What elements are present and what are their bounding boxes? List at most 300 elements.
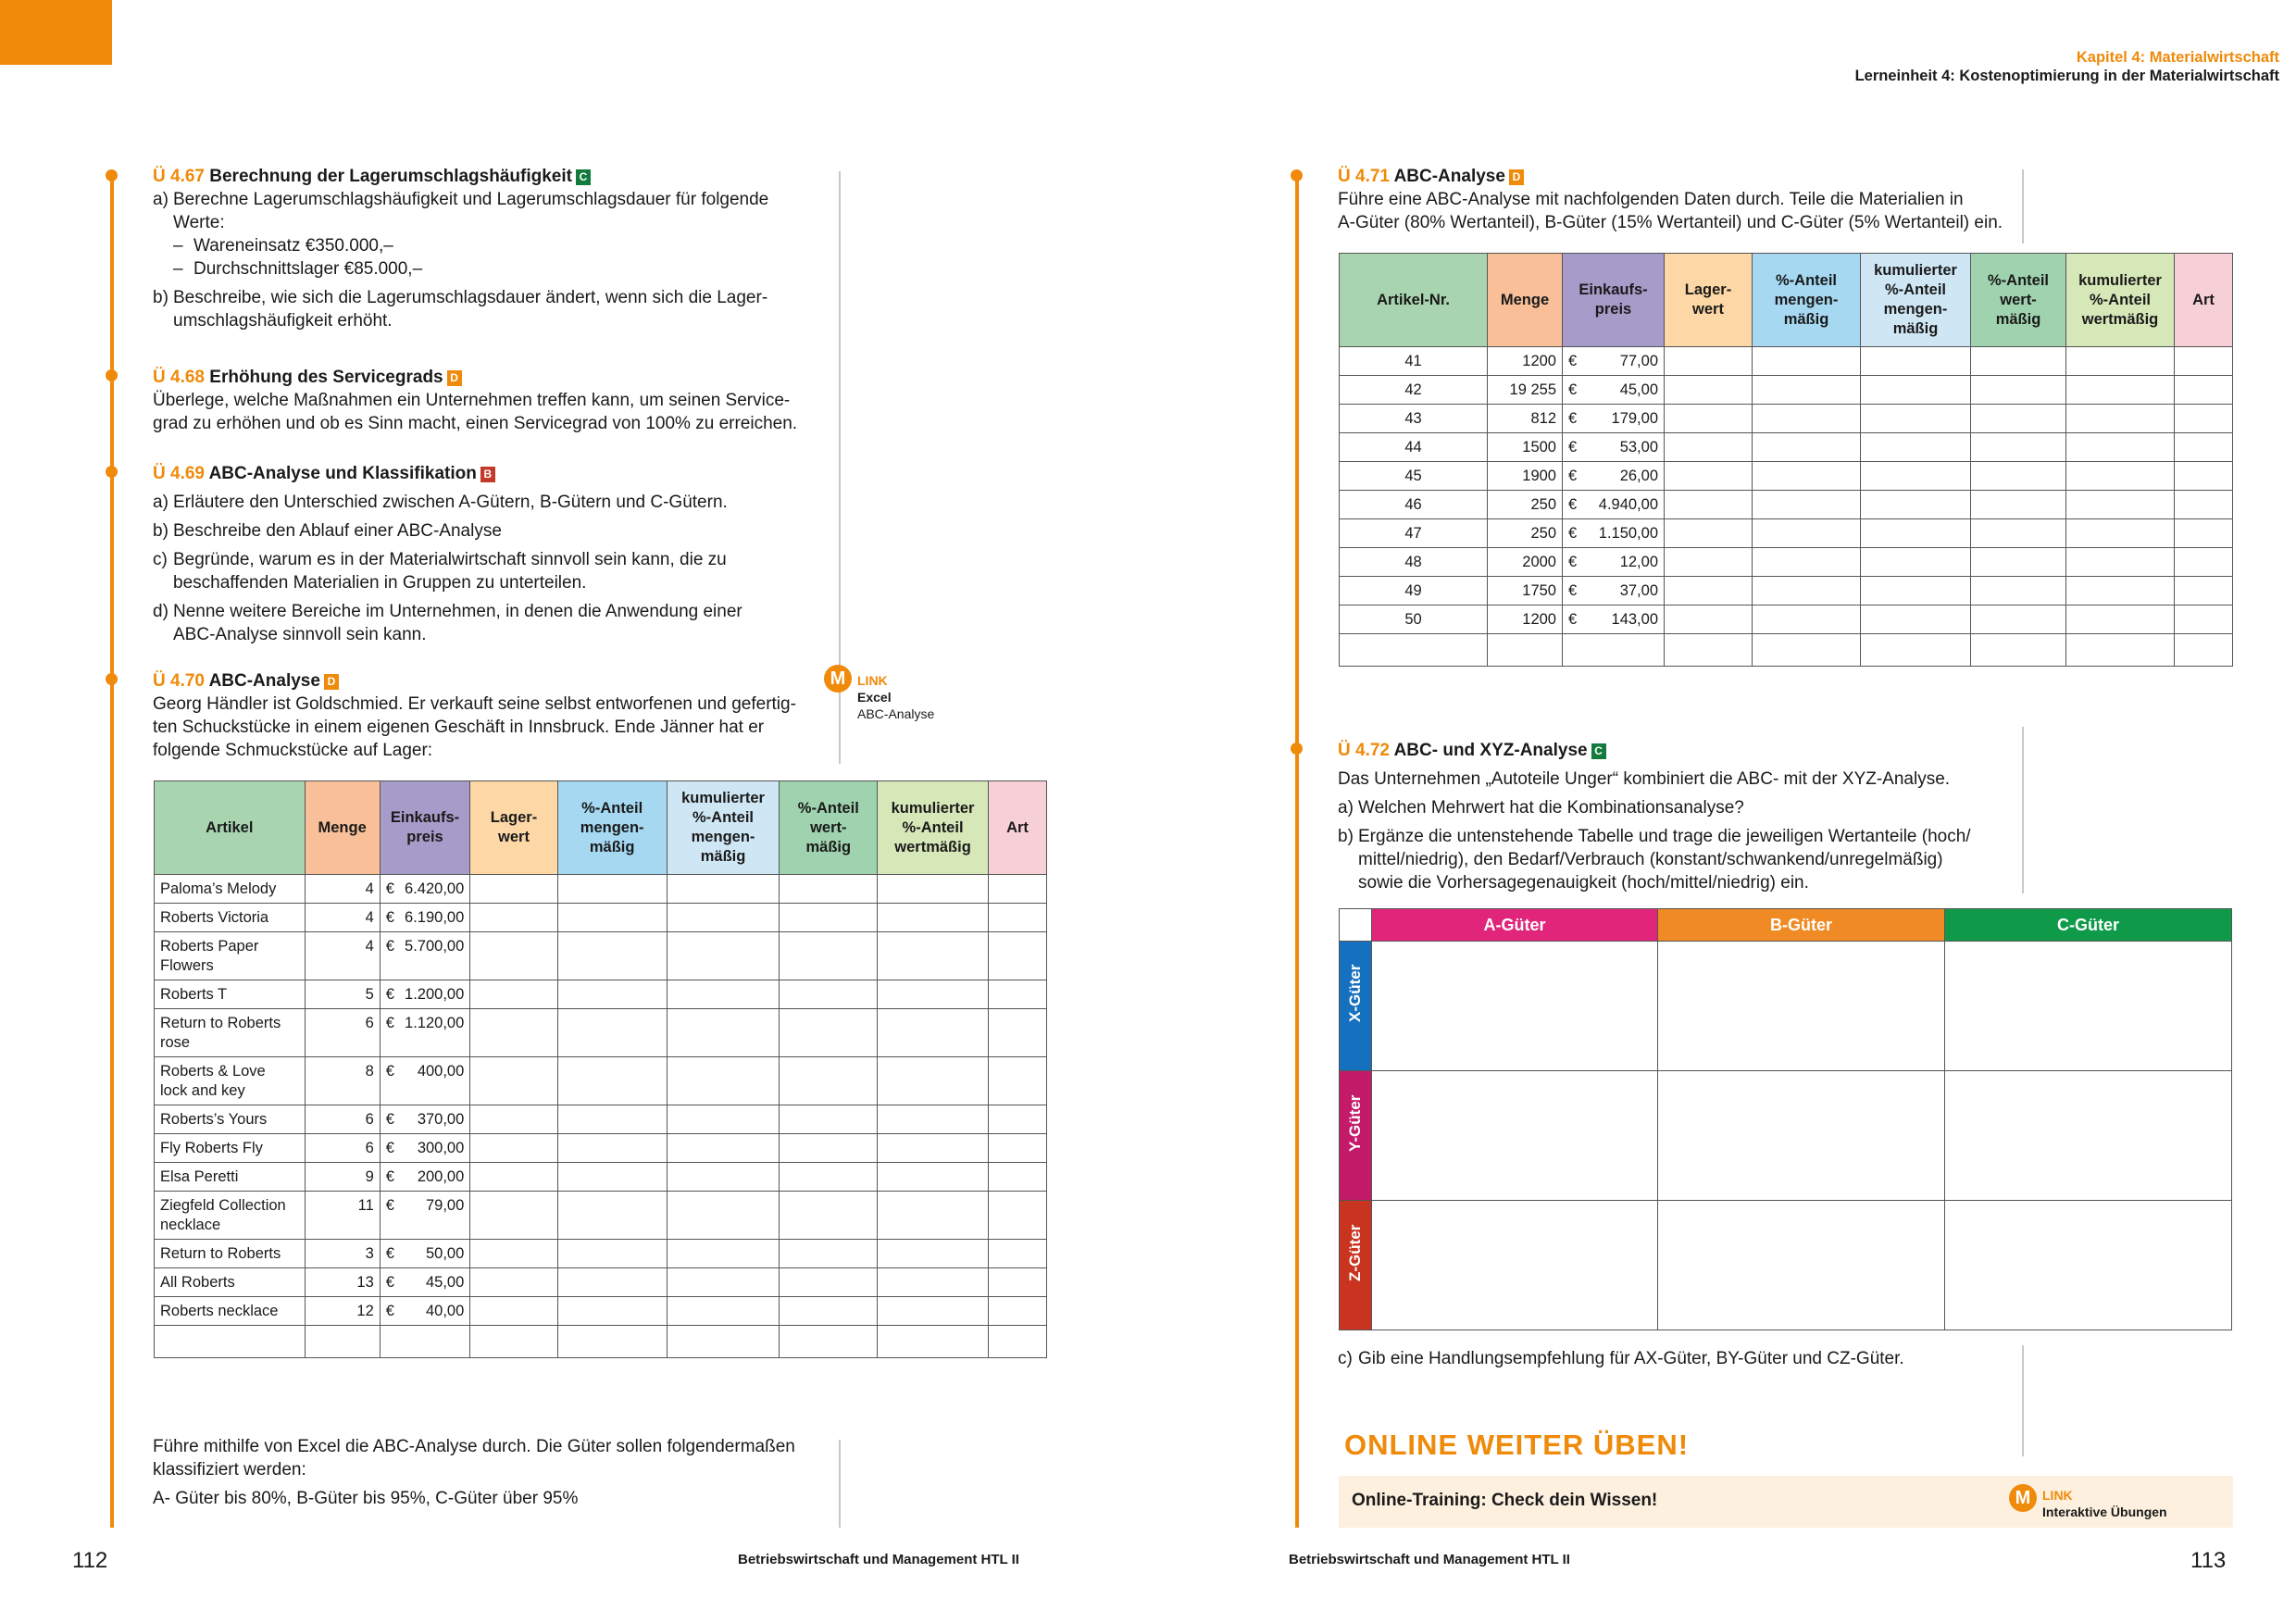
table-row — [1340, 519, 2233, 548]
empty-cell[interactable] — [557, 1105, 667, 1134]
empty-cell[interactable] — [988, 932, 1046, 980]
quantity: 11 — [305, 1192, 380, 1240]
empty-cell[interactable] — [470, 932, 557, 980]
empty-cell[interactable] — [667, 1192, 780, 1240]
empty-cell[interactable] — [470, 1009, 557, 1057]
empty-cell[interactable] — [1753, 376, 1861, 405]
online-title: ONLINE WEITER ÜBEN! — [1344, 1429, 1690, 1461]
empty-cell[interactable] — [988, 1105, 1046, 1134]
exercise-4-71: Ü 4.71 ABC-Analyse D Führe eine ABC-Analyse mit nachfolgenden Daten durch. Teile die Materialien in A-Güter (80% Wertanteil), B-Güter (15% Wertanteil) und C-Güter (5% Wertanteil) ein. — [1338, 167, 2003, 232]
empty-cell[interactable] — [1753, 462, 1861, 491]
table-row — [155, 980, 1047, 1009]
empty-cell[interactable] — [878, 1297, 989, 1326]
empty-cell[interactable] — [470, 1326, 557, 1358]
empty-cell[interactable] — [667, 1163, 780, 1192]
column-header: kumulierter %-Anteil mengen- mäßig — [1861, 254, 1971, 347]
empty-cell[interactable] — [1861, 634, 1971, 667]
column-header: Einkaufs- preis — [380, 781, 470, 875]
article-name: Return to Roberts rose — [155, 1009, 306, 1057]
empty-cell[interactable] — [667, 1326, 780, 1358]
empty-cell[interactable] — [2175, 462, 2233, 491]
currency: € — [1568, 468, 1578, 484]
table-row — [1340, 347, 2233, 376]
matrix-cell-az[interactable] — [1372, 1201, 1658, 1330]
empty-cell[interactable] — [470, 1297, 557, 1326]
empty-cell[interactable] — [557, 1192, 667, 1240]
empty-cell[interactable] — [780, 875, 878, 904]
currency: € — [1568, 611, 1578, 628]
empty-cell[interactable] — [988, 980, 1046, 1009]
article-name: Ziegfeld Collection necklace — [155, 1192, 306, 1240]
price: 53,00 — [1619, 439, 1658, 456]
price-cell — [1563, 405, 1665, 433]
empty-cell[interactable] — [667, 932, 780, 980]
exercise-4-68: Ü 4.68 Erhöhung des Servicegrads D Überlege, welche Maßnahmen ein Unternehmen treffen kann, um seinen Service- grad zu erhöhen und ob es Sinn macht, einen Servicegrad von 100% zu erreichen. — [153, 368, 798, 433]
empty-cell[interactable] — [1753, 519, 1861, 548]
empty-cell[interactable] — [1665, 634, 1753, 667]
price-cell — [1563, 577, 1665, 606]
article-number: 48 — [1340, 548, 1488, 577]
empty-cell[interactable] — [878, 1240, 989, 1268]
exercise-title: Erhöhung des Servicegrads — [209, 368, 443, 387]
margin-rule — [839, 1440, 841, 1528]
table-header-row — [155, 781, 1047, 875]
empty-cell[interactable] — [1971, 634, 2066, 667]
empty-cell[interactable] — [2175, 606, 2233, 634]
empty-cell[interactable] — [380, 1326, 470, 1358]
empty-cell[interactable] — [2175, 347, 2233, 376]
empty-cell[interactable] — [557, 1009, 667, 1057]
material-abc-table — [1339, 253, 2233, 667]
empty-cell[interactable] — [557, 1163, 667, 1192]
quantity: 13 — [305, 1268, 380, 1297]
empty-cell[interactable] — [667, 1297, 780, 1326]
quantity: 4 — [305, 932, 380, 980]
article-number: 49 — [1340, 577, 1488, 606]
empty-cell[interactable] — [1665, 606, 1753, 634]
empty-cell[interactable] — [2066, 548, 2175, 577]
matrix-cell-ax[interactable] — [1372, 942, 1658, 1071]
currency: € — [385, 1063, 394, 1080]
price-cell — [1563, 519, 1665, 548]
price-cell — [1563, 491, 1665, 519]
price: 1.150,00 — [1598, 525, 1658, 542]
empty-cell[interactable] — [988, 1192, 1046, 1240]
empty-cell[interactable] — [1488, 634, 1563, 667]
empty-cell[interactable] — [1861, 577, 1971, 606]
empty-cell[interactable] — [2175, 433, 2233, 462]
currency: € — [385, 909, 394, 926]
price-cell — [380, 1268, 470, 1297]
quantity: 1750 — [1488, 577, 1563, 606]
table-row — [155, 875, 1047, 904]
empty-cell[interactable] — [470, 875, 557, 904]
article-number: 44 — [1340, 433, 1488, 462]
article-name: Roberts & Love lock and key — [155, 1057, 306, 1105]
article-number: 41 — [1340, 347, 1488, 376]
empty-cell[interactable] — [2066, 634, 2175, 667]
table-row — [155, 1268, 1047, 1297]
table-row-empty — [155, 1326, 1047, 1358]
price-cell — [1563, 462, 1665, 491]
currency: € — [1568, 582, 1578, 599]
price-cell — [380, 875, 470, 904]
price-cell — [380, 1057, 470, 1105]
empty-cell[interactable] — [988, 875, 1046, 904]
empty-cell[interactable] — [470, 904, 557, 932]
empty-cell[interactable] — [780, 1163, 878, 1192]
empty-cell[interactable] — [988, 1163, 1046, 1192]
difficulty-badge: D — [447, 370, 462, 386]
empty-cell[interactable] — [780, 1134, 878, 1163]
difficulty-badge: B — [480, 467, 495, 482]
empty-cell[interactable] — [780, 1192, 878, 1240]
empty-cell[interactable] — [878, 1134, 989, 1163]
empty-cell[interactable] — [2175, 405, 2233, 433]
table-row — [155, 1009, 1047, 1057]
article-name: Return to Roberts — [155, 1240, 306, 1268]
exercise-number: Ü 4.72 — [1338, 741, 1390, 760]
empty-cell[interactable] — [1861, 376, 1971, 405]
empty-cell[interactable] — [2066, 376, 2175, 405]
timeline-dot — [106, 673, 118, 685]
price-cell — [380, 1192, 470, 1240]
exercise-4-67: Ü 4.67 Berechnung der Lagerumschlagshäufigkeit C a) Berechne Lagerumschlagshäufigkeit und Lagerumschlagsdauer für folgende Werte: – Wareneinsatz €350.000,– – Durchschnittslager €85.000,– b) Beschreibe, wie sich die Lagerumschlagsdauer ändert, wenn sich die Lager- umschlagshäufigkeit erhöht. — [153, 167, 769, 331]
empty-cell[interactable] — [878, 1326, 989, 1358]
empty-cell[interactable] — [1971, 462, 2066, 491]
empty-cell[interactable] — [557, 1057, 667, 1105]
exercise-title: ABC-Analyse und Klassifikation — [208, 464, 477, 483]
empty-cell[interactable] — [988, 1057, 1046, 1105]
empty-cell[interactable] — [1971, 548, 2066, 577]
empty-cell[interactable] — [470, 1134, 557, 1163]
exercise-4-72-c: c) Gib eine Handlungsempfehlung für AX-Güter, BY-Güter und CZ-Güter. — [1338, 1349, 1904, 1368]
empty-cell[interactable] — [988, 904, 1046, 932]
empty-cell[interactable] — [557, 1134, 667, 1163]
empty-cell[interactable] — [780, 1057, 878, 1105]
price: 45,00 — [1619, 381, 1658, 398]
empty-cell[interactable] — [1971, 491, 2066, 519]
empty-cell[interactable] — [2175, 548, 2233, 577]
empty-cell[interactable] — [1753, 347, 1861, 376]
empty-cell[interactable] — [667, 1268, 780, 1297]
empty-cell[interactable] — [878, 1057, 989, 1105]
quantity: 19 255 — [1488, 376, 1563, 405]
link-subtitle: ABC-Analyse — [857, 706, 935, 721]
article-number: 43 — [1340, 405, 1488, 433]
empty-cell[interactable] — [1971, 376, 2066, 405]
matrix-cell-cy[interactable] — [1945, 1071, 2232, 1201]
empty-cell[interactable] — [557, 875, 667, 904]
empty-cell[interactable] — [878, 980, 989, 1009]
currency: € — [1568, 381, 1578, 398]
price-cell — [1563, 347, 1665, 376]
currency: € — [385, 1245, 394, 1262]
exercise-number: Ü 4.70 — [153, 671, 205, 691]
empty-cell[interactable] — [878, 1192, 989, 1240]
matrix-corner — [1340, 909, 1372, 942]
empty-cell[interactable] — [2066, 577, 2175, 606]
empty-cell[interactable] — [1665, 519, 1753, 548]
empty-cell[interactable] — [667, 980, 780, 1009]
empty-cell[interactable] — [470, 1268, 557, 1297]
col-a-gueter: A-Güter — [1372, 909, 1658, 942]
article-name: Paloma’s Melody — [155, 875, 306, 904]
empty-cell[interactable] — [667, 1240, 780, 1268]
article-name: All Roberts — [155, 1268, 306, 1297]
column-header: %-Anteil mengen- mäßig — [1753, 254, 1861, 347]
currency: € — [385, 1168, 394, 1185]
timeline-dot — [106, 169, 118, 181]
empty-cell[interactable] — [1665, 347, 1753, 376]
price: 4.940,00 — [1598, 496, 1658, 513]
empty-cell[interactable] — [988, 1268, 1046, 1297]
price: 400,00 — [417, 1063, 465, 1080]
empty-cell[interactable] — [1665, 405, 1753, 433]
matrix-cell-cz[interactable] — [1945, 1201, 2232, 1330]
empty-cell[interactable] — [557, 932, 667, 980]
empty-cell[interactable] — [1971, 577, 2066, 606]
jewelry-abc-table — [154, 780, 1047, 1358]
price-cell — [380, 1163, 470, 1192]
empty-cell[interactable] — [155, 1326, 306, 1358]
price: 77,00 — [1619, 353, 1658, 369]
empty-cell[interactable] — [557, 1268, 667, 1297]
empty-cell[interactable] — [878, 1105, 989, 1134]
article-number: 45 — [1340, 462, 1488, 491]
price: 40,00 — [425, 1303, 465, 1319]
online-training-bar[interactable] — [1339, 1476, 2233, 1528]
column-header: Menge — [305, 781, 380, 875]
column-header: %-Anteil mengen- mäßig — [557, 781, 667, 875]
exercise-number: Ü 4.67 — [153, 167, 205, 186]
empty-cell[interactable] — [2066, 519, 2175, 548]
interactive-exercises-link[interactable]: LINK Interaktive Übungen — [2042, 1488, 2167, 1519]
price: 37,00 — [1619, 582, 1658, 599]
quantity: 12 — [305, 1297, 380, 1326]
empty-cell[interactable] — [1753, 548, 1861, 577]
empty-cell[interactable] — [780, 904, 878, 932]
empty-cell[interactable] — [557, 1297, 667, 1326]
quantity: 9 — [305, 1163, 380, 1192]
empty-cell[interactable] — [1753, 433, 1861, 462]
exercise-4-70: Ü 4.70 ABC-Analyse D Georg Händler ist Goldschmied. Er verkauft seine selbst entworfenen und gefertig- ten Schuckstücke in einem eigenen Geschäft in Innsbruck. Ende Jänner hat er folgende Schmuckstücke auf Lager: — [153, 671, 796, 760]
empty-cell[interactable] — [780, 1240, 878, 1268]
table-row — [155, 1163, 1047, 1192]
empty-cell[interactable] — [1753, 491, 1861, 519]
empty-cell[interactable] — [1861, 519, 1971, 548]
empty-cell[interactable] — [1665, 433, 1753, 462]
matrix-cell-bx[interactable] — [1658, 942, 1945, 1071]
empty-cell[interactable] — [1340, 634, 1488, 667]
column-header: Lager- wert — [1665, 254, 1753, 347]
quantity: 6 — [305, 1009, 380, 1057]
empty-cell[interactable] — [1971, 606, 2066, 634]
lesson-header: Lerneinheit 4: Kostenoptimierung in der Materialwirtschaft — [1854, 68, 2279, 84]
empty-cell[interactable] — [1861, 462, 1971, 491]
empty-cell[interactable] — [1861, 347, 1971, 376]
empty-cell[interactable] — [1861, 606, 1971, 634]
currency: € — [1568, 525, 1578, 542]
table-row — [1340, 491, 2233, 519]
column-header: kumulierter %-Anteil wertmäßig — [878, 781, 989, 875]
price-cell — [380, 904, 470, 932]
empty-cell[interactable] — [667, 875, 780, 904]
empty-cell[interactable] — [667, 1105, 780, 1134]
empty-cell[interactable] — [1861, 405, 1971, 433]
empty-cell[interactable] — [878, 932, 989, 980]
empty-cell[interactable] — [1665, 462, 1753, 491]
price-cell — [380, 1009, 470, 1057]
empty-cell[interactable] — [1753, 634, 1861, 667]
empty-cell[interactable] — [988, 1240, 1046, 1268]
footer-right: Betriebswirtschaft und Management HTL II — [1289, 1552, 1570, 1567]
empty-cell[interactable] — [557, 904, 667, 932]
empty-cell[interactable] — [470, 1192, 557, 1240]
quantity: 3 — [305, 1240, 380, 1268]
col-c-gueter: C-Güter — [1945, 909, 2232, 942]
article-number: 47 — [1340, 519, 1488, 548]
empty-cell[interactable] — [667, 1009, 780, 1057]
column-header: Lager- wert — [470, 781, 557, 875]
empty-cell[interactable] — [988, 1297, 1046, 1326]
empty-cell[interactable] — [878, 1163, 989, 1192]
price: 300,00 — [417, 1140, 465, 1156]
currency: € — [385, 986, 394, 1003]
price: 50,00 — [425, 1245, 465, 1262]
quantity: 8 — [305, 1057, 380, 1105]
right-timeline — [1295, 176, 1299, 1528]
matrix-cell-cx[interactable] — [1945, 942, 2232, 1071]
empty-cell[interactable] — [2175, 634, 2233, 667]
empty-cell[interactable] — [667, 904, 780, 932]
exercise-title: ABC-Analyse — [208, 671, 320, 691]
empty-cell[interactable] — [1665, 577, 1753, 606]
exercise-4-70-task: Führe mithilfe von Excel die ABC-Analyse durch. Die Güter sollen folgendermaßen klassifiziert werden: A- Güter bis 80%, B-Güter bis 95%, C-Güter über 95% — [153, 1437, 795, 1508]
empty-cell[interactable] — [2175, 491, 2233, 519]
price: 6.190,00 — [405, 909, 465, 926]
empty-cell[interactable] — [780, 1105, 878, 1134]
article-name: Roberts’s Yours — [155, 1105, 306, 1134]
empty-cell[interactable] — [878, 875, 989, 904]
matrix-cell-by[interactable] — [1658, 1071, 1945, 1201]
empty-cell[interactable] — [470, 980, 557, 1009]
column-header: Art — [988, 781, 1046, 875]
currency: € — [385, 1111, 394, 1128]
currency: € — [385, 938, 394, 955]
price-cell — [380, 1134, 470, 1163]
empty-cell[interactable] — [1971, 347, 2066, 376]
empty-cell[interactable] — [667, 1134, 780, 1163]
article-name: Roberts Victoria — [155, 904, 306, 932]
empty-cell[interactable] — [1861, 548, 1971, 577]
quantity: 5 — [305, 980, 380, 1009]
row-x-gueter: X-Güter — [1340, 942, 1372, 1071]
footer-left: Betriebswirtschaft und Management HTL II — [738, 1552, 1019, 1567]
exercise-number: Ü 4.71 — [1338, 167, 1390, 186]
empty-cell[interactable] — [2066, 347, 2175, 376]
empty-cell[interactable] — [2066, 606, 2175, 634]
price: 179,00 — [1611, 410, 1658, 427]
empty-cell[interactable] — [780, 1268, 878, 1297]
empty-cell[interactable] — [2066, 462, 2175, 491]
empty-cell[interactable] — [780, 980, 878, 1009]
link-title: Excel — [857, 690, 892, 705]
empty-cell[interactable] — [2175, 376, 2233, 405]
difficulty-badge: D — [1509, 169, 1524, 185]
empty-cell[interactable] — [1753, 577, 1861, 606]
empty-cell[interactable] — [1665, 491, 1753, 519]
empty-cell[interactable] — [1971, 519, 2066, 548]
row-y-gueter: Y-Güter — [1340, 1071, 1372, 1201]
empty-cell[interactable] — [305, 1326, 380, 1358]
empty-cell[interactable] — [1971, 433, 2066, 462]
empty-cell[interactable] — [780, 932, 878, 980]
empty-cell[interactable] — [780, 1009, 878, 1057]
empty-cell[interactable] — [470, 1057, 557, 1105]
empty-cell[interactable] — [470, 1163, 557, 1192]
empty-cell[interactable] — [780, 1326, 878, 1358]
empty-cell[interactable] — [557, 980, 667, 1009]
empty-cell[interactable] — [988, 1326, 1046, 1358]
empty-cell[interactable] — [667, 1057, 780, 1105]
currency: € — [385, 880, 394, 897]
currency: € — [1568, 554, 1578, 570]
empty-cell[interactable] — [988, 1009, 1046, 1057]
empty-cell[interactable] — [878, 904, 989, 932]
empty-cell[interactable] — [470, 1105, 557, 1134]
price-cell — [1563, 433, 1665, 462]
empty-cell[interactable] — [557, 1326, 667, 1358]
empty-cell[interactable] — [878, 1268, 989, 1297]
empty-cell[interactable] — [878, 1009, 989, 1057]
empty-cell[interactable] — [557, 1240, 667, 1268]
table-row — [1340, 462, 2233, 491]
quantity: 6 — [305, 1105, 380, 1134]
column-header: Art — [2175, 254, 2233, 347]
empty-cell[interactable] — [780, 1297, 878, 1326]
empty-cell[interactable] — [2175, 519, 2233, 548]
matrix-cell-ay[interactable] — [1372, 1071, 1658, 1201]
table-header-row — [1340, 254, 2233, 347]
empty-cell[interactable] — [470, 1240, 557, 1268]
article-name: Roberts Paper Flowers — [155, 932, 306, 980]
empty-cell[interactable] — [1753, 606, 1861, 634]
empty-cell[interactable] — [1665, 548, 1753, 577]
empty-cell[interactable] — [2066, 405, 2175, 433]
m-link-icon: M — [824, 665, 852, 693]
empty-cell[interactable] — [1563, 634, 1665, 667]
quantity: 250 — [1488, 491, 1563, 519]
empty-cell[interactable] — [1665, 376, 1753, 405]
column-header: kumulierter %-Anteil wertmäßig — [2066, 254, 2175, 347]
difficulty-badge: C — [1591, 743, 1606, 759]
price-cell — [1563, 606, 1665, 634]
empty-cell[interactable] — [2175, 577, 2233, 606]
empty-cell[interactable] — [1971, 405, 2066, 433]
price: 26,00 — [1619, 468, 1658, 484]
empty-cell[interactable] — [988, 1134, 1046, 1163]
empty-cell[interactable] — [2066, 433, 2175, 462]
empty-cell[interactable] — [2066, 491, 2175, 519]
empty-cell[interactable] — [1861, 491, 1971, 519]
empty-cell[interactable] — [1861, 433, 1971, 462]
empty-cell[interactable] — [1753, 405, 1861, 433]
column-header: %-Anteil wert- mäßig — [1971, 254, 2066, 347]
matrix-cell-bz[interactable] — [1658, 1201, 1945, 1330]
table-row — [1340, 548, 2233, 577]
article-name: Roberts T — [155, 980, 306, 1009]
